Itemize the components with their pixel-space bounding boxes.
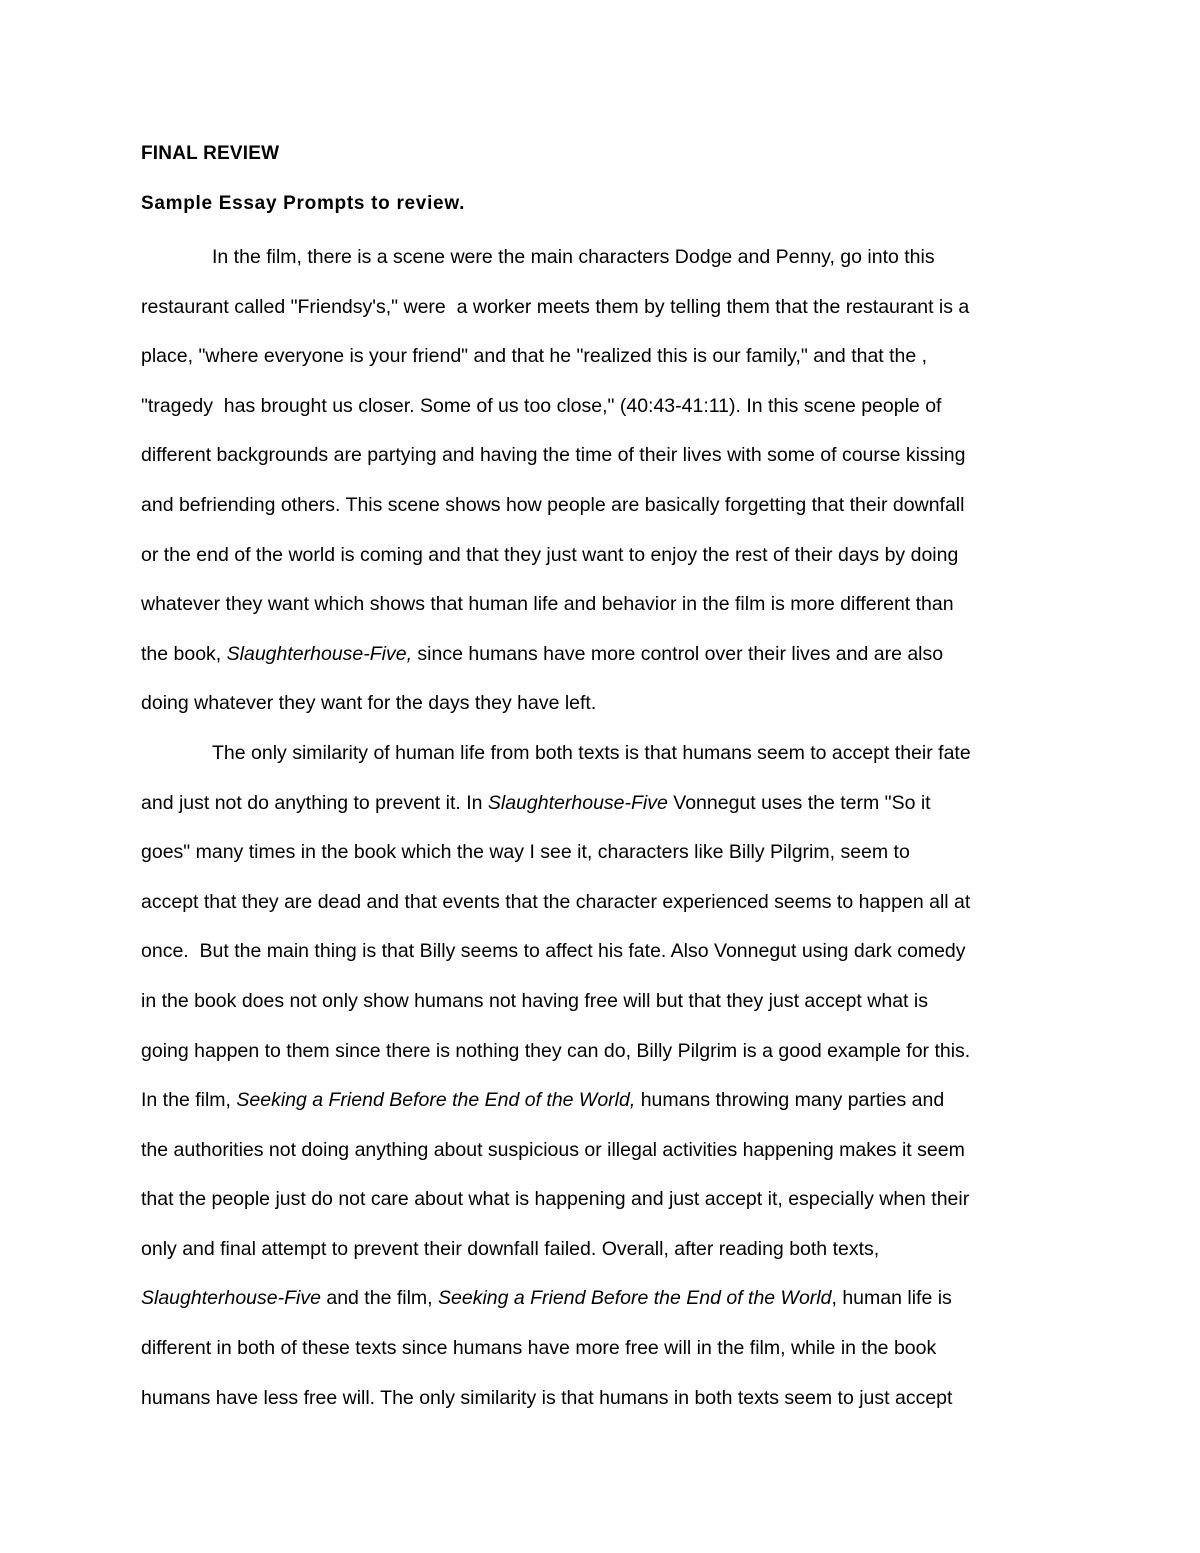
essay-text-span: place, "where everyone is your friend" and that he "realized this is our family," and that the ,	[141, 345, 928, 368]
italic-title-text: Seeking a Friend Before the End of the World,	[236, 1089, 636, 1112]
essay-line	[141, 431, 1061, 481]
essay-text-span: different backgrounds are partying and having the time of their lives with some of course kissing	[141, 444, 966, 467]
essay-line	[141, 580, 1061, 630]
essay-text-span: "tragedy has brought us closer. Some of us too close," (40:43-41:11). In this scene people of	[141, 394, 942, 417]
essay-line	[141, 531, 1061, 581]
essay-line	[141, 630, 1061, 680]
essay-line	[141, 1324, 1061, 1374]
essay-text-span: and just not do anything to prevent it. In	[141, 791, 488, 814]
essay-line	[141, 382, 1061, 432]
essay-line	[141, 927, 1061, 977]
essay-text-span: accept that they are dead and that events that the character experienced seems to happen all at	[141, 890, 971, 913]
italic-title-text: Slaughterhouse-Five	[487, 791, 668, 814]
essay-text-span: The only similarity of human life from both texts is that humans seem to accept their fate	[212, 741, 971, 764]
essay-text-span: in the book does not only show humans not having free will but that they just accept what is	[141, 989, 928, 1012]
essay-text-span: humans have less free will. The only similarity is that humans in both texts seem to just accept	[141, 1386, 953, 1409]
essay-line	[141, 1126, 1061, 1176]
essay-text-span: , human life is	[831, 1287, 952, 1310]
essay-line	[141, 332, 1061, 382]
essay-line	[141, 779, 1061, 829]
essay-text-span: the book,	[141, 642, 227, 665]
essay-text-span: and the film,	[320, 1287, 438, 1310]
essay-line	[141, 1175, 1061, 1225]
essay-line	[141, 1274, 1061, 1324]
essay-line	[141, 233, 1061, 283]
essay-line	[141, 679, 1061, 729]
essay-line	[141, 977, 1061, 1027]
essay-text-span: going happen to them since there is nothing they can do, Billy Pilgrim is a good example for this.	[141, 1039, 971, 1062]
essay-text-span: that the people just do not care about what is happening and just accept it, especially when their	[141, 1188, 970, 1211]
essay-text-span: doing whatever they want for the days they have left.	[141, 692, 597, 715]
essay-line	[141, 828, 1061, 878]
essay-text-span: only and final attempt to prevent their downfall failed. Overall, after reading both texts,	[141, 1237, 880, 1260]
essay-text	[141, 233, 1061, 1423]
essay-line	[141, 878, 1061, 928]
essay-text-span: humans throwing many parties and	[635, 1089, 945, 1112]
document-title: FINAL REVIEW	[141, 143, 280, 164]
essay-line	[141, 1225, 1061, 1275]
italic-title-text: Slaughterhouse-Five,	[226, 642, 413, 665]
essay-line	[141, 283, 1061, 333]
essay-text-span: and befriending others. This scene shows how people are basically forgetting that their downfall	[141, 493, 965, 516]
essay-text-span: once. But the main thing is that Billy seems to affect his fate. Also Vonnegut using dark comedy	[141, 940, 966, 963]
essay-text-span: or the end of the world is coming and that they just want to enjoy the rest of their days by doing	[141, 543, 959, 566]
italic-title-text: Slaughterhouse-Five	[141, 1287, 321, 1310]
essay-text-span: different in both of these texts since humans have more free will in the film, while in the book	[141, 1337, 937, 1360]
essay-text-span: Vonnegut uses the term "So it	[667, 791, 931, 814]
essay-text-span: whatever they want which shows that human life and behavior in the film is more different than	[141, 593, 954, 616]
essay-text-span: goes" many times in the book which the way I see it, characters like Billy Pilgrim, seem to	[141, 841, 910, 864]
essay-line	[141, 1374, 1061, 1424]
document-subtitle: Sample Essay Prompts to review.	[141, 193, 466, 214]
essay-text-span: the authorities not doing anything about suspicious or illegal activities happening makes it seem	[141, 1138, 965, 1161]
essay-text-span: since humans have more control over their lives and are also	[412, 642, 944, 665]
essay-line	[141, 1027, 1061, 1077]
document-body	[141, 140, 1061, 1423]
essay-text-span: In the film,	[141, 1089, 237, 1112]
essay-text-span: In the film, there is a scene were the main characters Dodge and Penny, go into this	[212, 246, 935, 268]
essay-text-span: restaurant called "Friendsy's," were a worker meets them by telling them that the restaurant is a	[141, 295, 970, 318]
essay-line	[141, 1076, 1061, 1126]
italic-title-text: Seeking a Friend Before the End of the World	[438, 1287, 832, 1310]
essay-line	[141, 729, 1061, 779]
essay-line	[141, 481, 1061, 531]
